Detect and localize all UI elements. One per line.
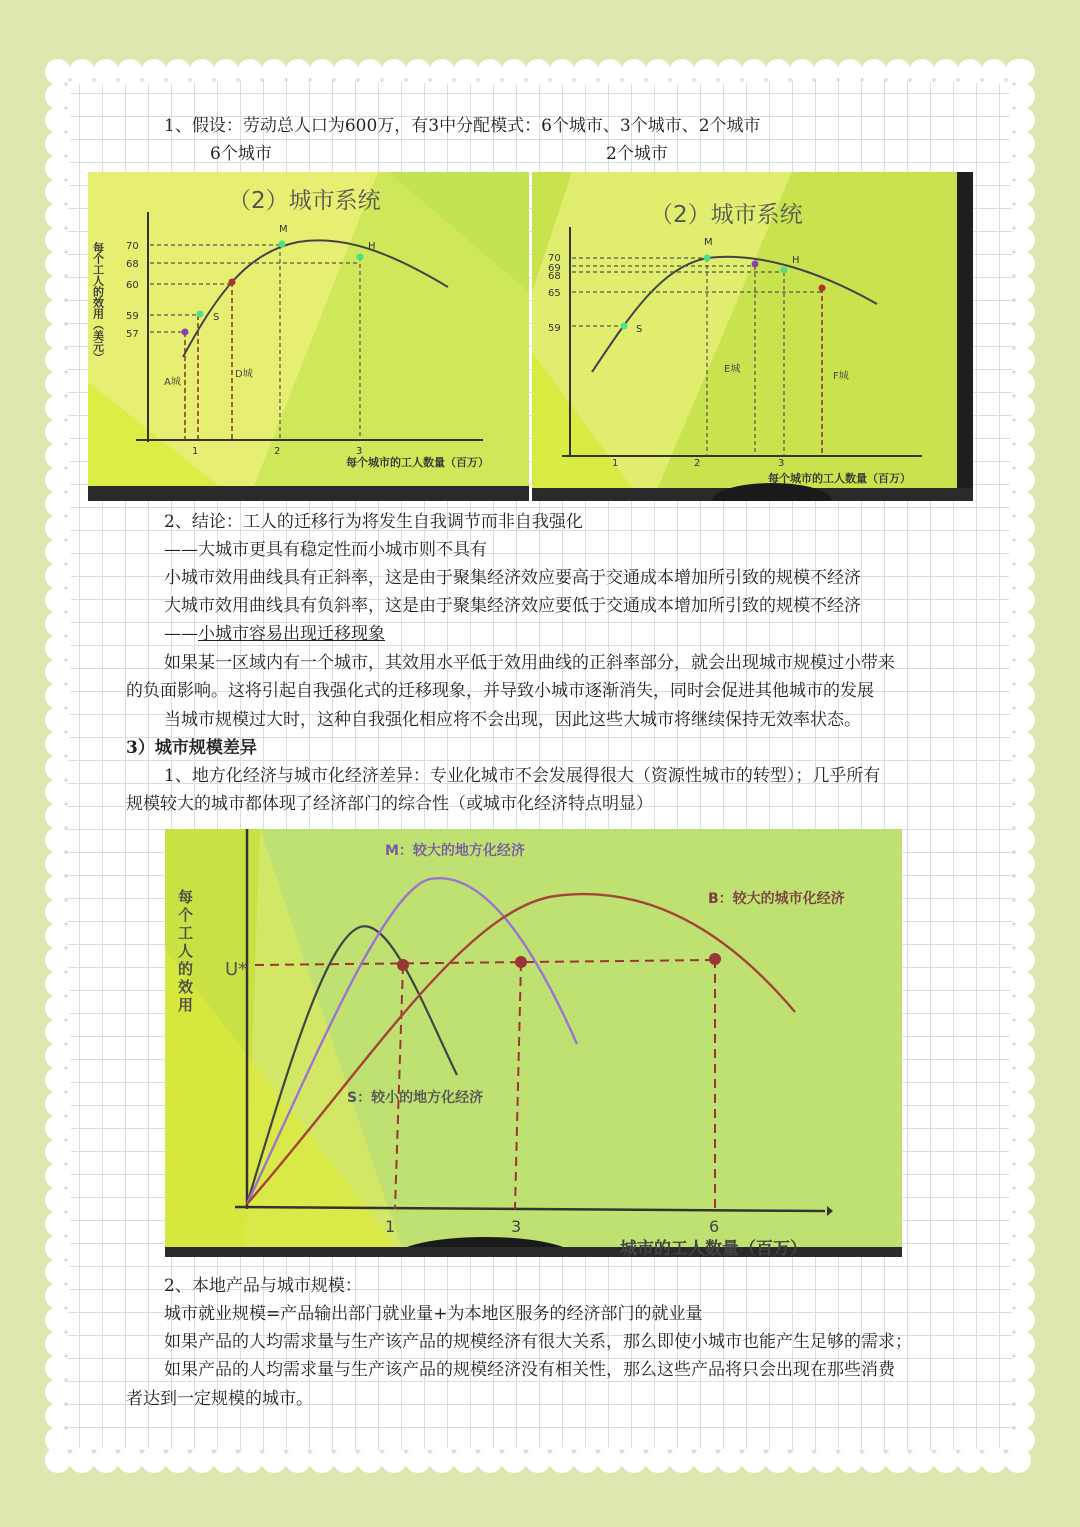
chart-big-label-s: S：较小的地方化经济 — [347, 1090, 484, 1106]
chart-left-h: H — [368, 241, 376, 252]
chart-right-ytick-70: 70 — [548, 253, 561, 264]
chart-left-xtick-2: 2 — [274, 446, 281, 457]
chart-left-xtick-1: 1 — [192, 446, 199, 457]
text-line-4: 大城市效用曲线具有负斜率，这是由于聚集经济效应要低于交通成本增加所引致的规模不经济 — [164, 596, 861, 616]
chart-big-ylabel: 每个工人的效用 — [176, 889, 194, 1015]
underlined-phrase: 小城市容易出现迁移现象 — [198, 624, 385, 644]
text-line-2: ——大城市更具有稳定性而小城市则不具有 — [164, 540, 487, 560]
chart-left-m: M — [279, 224, 288, 235]
chart-right-xtick-2: 2 — [694, 458, 701, 469]
chart-big-xtick-6: 6 — [709, 1217, 720, 1236]
chart-big-xtick-1: 1 — [385, 1217, 396, 1236]
chart-right-xlabel: 每个城市的工人数量（百万） — [768, 472, 911, 485]
chart-left-ylabel: 每个工人的效用（美元） — [91, 242, 105, 363]
chart-right-ytick-65: 65 — [548, 288, 561, 299]
chart-left-s: S — [213, 312, 220, 323]
text-line-6: 如果某一区域内有一个城市，其效用水平低于效用曲线的正斜率部分，就会出现城市规模过小带来 — [164, 653, 895, 673]
chart-left-d: D城 — [235, 369, 253, 380]
chart-big-label-m: M：较大的地方化经济 — [385, 843, 525, 859]
chart-left-a: A城 — [164, 377, 181, 388]
chart-right-e: E城 — [724, 364, 741, 375]
chart-left-xlabel: 每个城市的工人数量（百万） — [346, 456, 489, 469]
caption-6-cities: 6个城市 — [210, 144, 272, 164]
text-line-10: 1、地方化经济与城市化经济差异：专业化城市不会发展得很大（资源性城市的转型）；几乎所有 — [164, 766, 881, 786]
text-line-8: 当城市规模过大时，这种自我强化相应将不会出现，因此这些大城市将继续保持无效率状态。 — [164, 710, 861, 730]
section-3-heading: 3）城市规模差异 — [126, 738, 257, 758]
chart-right-xtick-1: 1 — [612, 458, 619, 469]
chart-left-title: （2）城市系统 — [228, 188, 381, 214]
chart-left-ytick-59: 59 — [126, 311, 139, 322]
chart-left-ytick-70: 70 — [126, 241, 139, 252]
chart-6-cities-photo — [88, 172, 529, 501]
text2-line-2: 城市就业规模=产品输出部门就业量+为本地区服务的经济部门的就业量 — [164, 1304, 703, 1324]
dash-prefix: —— — [164, 624, 198, 644]
chart-left-xtick-3: 3 — [356, 446, 363, 457]
chart-right-ytick-68: 68 — [548, 271, 561, 282]
text-line-5 — [126, 620, 986, 648]
chart-right-title: （2）城市系统 — [650, 202, 803, 228]
chart-right-s: S — [636, 324, 643, 335]
text2-line-5: 者达到一定规模的城市。 — [126, 1389, 313, 1409]
chart-left-ytick-68: 68 — [126, 259, 139, 270]
chart-right-ytick-59: 59 — [548, 323, 561, 334]
chart-right-f: F城 — [833, 371, 849, 382]
chart-right-ytick-69: 69 — [548, 263, 561, 274]
heading-assumption: 1、假设：劳动总人口为600万，有3中分配模式：6个城市、3个城市、2个城市 — [164, 116, 761, 136]
chart-big-ustar: U* — [225, 959, 248, 980]
chart-2-cities-photo — [532, 172, 973, 501]
chart-big-label-b: B：较大的城市化经济 — [708, 891, 845, 907]
text-line-11: 规模较大的城市都体现了经济部门的综合性（或城市化经济特点明显） — [126, 794, 653, 814]
chart-left-ytick-60: 60 — [126, 280, 139, 291]
text-line-7: 的负面影响。这将引起自我强化式的迁移现象，并导致小城市逐渐消失，同时会促进其他城市的发展 — [126, 681, 874, 701]
chart-left-ytick-57: 57 — [126, 329, 139, 340]
chart-big-xtick-3: 3 — [511, 1217, 522, 1236]
chart-right-h: H — [792, 255, 800, 266]
chart-city-size-photo — [165, 829, 902, 1257]
chart-right-xtick-3: 3 — [778, 458, 785, 469]
text2-line-3: 如果产品的人均需求量与生产该产品的规模经济有很大关系，那么即使小城市也能产生足够的需求； — [164, 1332, 912, 1352]
chart-big-xlabel: 城市的工人数量（百万） — [620, 1239, 807, 1257]
section-2-heading: 2、本地产品与城市规模： — [164, 1276, 362, 1296]
text2-line-4: 如果产品的人均需求量与生产该产品的规模经济没有相关性，那么这些产品将只会出现在那些消费 — [164, 1360, 895, 1380]
caption-2-cities: 2个城市 — [606, 144, 668, 164]
conclusion-title: 2、结论：工人的迁移行为将发生自我调节而非自我强化 — [164, 512, 583, 532]
chart-right-m: M — [704, 237, 713, 248]
text-line-3: 小城市效用曲线具有正斜率，这是由于聚集经济效应要高于交通成本增加所引致的规模不经济 — [164, 568, 861, 588]
